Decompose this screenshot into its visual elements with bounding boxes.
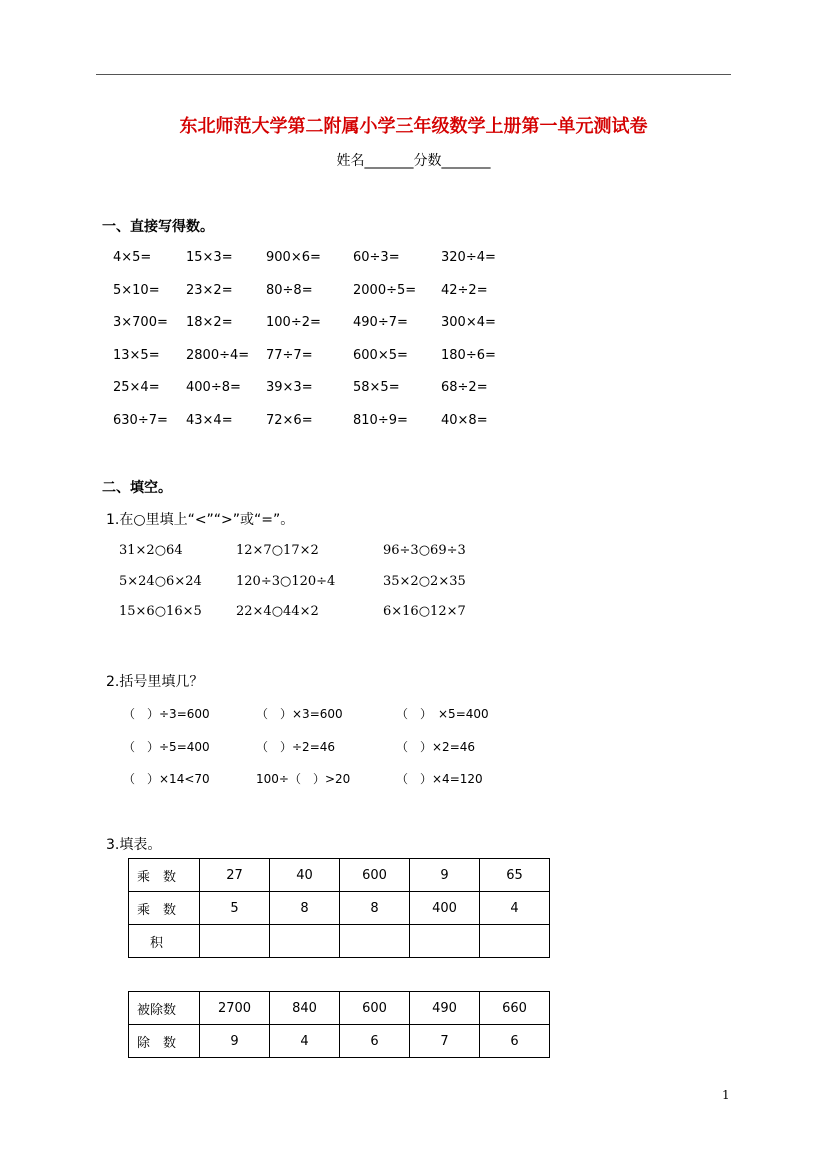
arith-problem-item: 25×4= bbox=[113, 380, 160, 396]
table-cell: 600 bbox=[340, 859, 410, 892]
row-header-cell: 乘 数 bbox=[129, 859, 200, 892]
table-cell: 8 bbox=[340, 892, 410, 925]
table-cell: 40 bbox=[270, 859, 340, 892]
compare-problem-item: 35×2○2×35 bbox=[383, 573, 466, 589]
fill-blank-problem-item: （ ）×3=600 bbox=[256, 707, 343, 721]
arith-problem-item: 2800÷4= bbox=[186, 347, 250, 363]
arith-problem-item: 3×700= bbox=[113, 315, 168, 331]
table-cell: 9 bbox=[200, 1025, 270, 1058]
fill-blank-problem-item: （ ）×4=120 bbox=[396, 772, 483, 786]
table-cell: 7 bbox=[410, 1025, 480, 1058]
arith-problem-item: 300×4= bbox=[441, 315, 496, 331]
fill-blank-problem-item: （ ）÷5=400 bbox=[123, 739, 210, 754]
compare-problem-item: 12×7○17×2 bbox=[236, 543, 319, 558]
arith-problem-item: 2000÷5= bbox=[353, 282, 417, 298]
row-header-cell: 除 数 bbox=[129, 1025, 200, 1058]
row-header-cell: 积 bbox=[129, 925, 200, 958]
arith-problem-item: 100÷2= bbox=[266, 315, 321, 331]
arith-problem-item: 15×3= bbox=[186, 250, 233, 265]
arith-problem-item: 43×4= bbox=[186, 413, 233, 428]
arith-problem-item: 180÷6= bbox=[441, 347, 496, 363]
division-table bbox=[128, 991, 550, 1058]
section1-heading: 一、直接写得数。 bbox=[102, 219, 214, 235]
fill-blank-problem-item: 100÷（ ）>20 bbox=[256, 772, 351, 786]
arith-problem-item: 5×10= bbox=[113, 282, 160, 298]
row-header-cell: 乘 数 bbox=[129, 892, 200, 925]
division-row bbox=[129, 992, 550, 1025]
compare-problem-item: 6×16○12×7 bbox=[383, 604, 466, 619]
table-cell bbox=[340, 925, 410, 958]
arith-problem-item: 40×8= bbox=[441, 413, 488, 428]
table-cell: 6 bbox=[340, 1025, 410, 1058]
table-cell: 65 bbox=[480, 859, 550, 892]
arith-problem-item: 400÷8= bbox=[186, 380, 241, 396]
fill-blank-problem-item: （ ）÷3=600 bbox=[123, 707, 210, 721]
table-cell: 840 bbox=[270, 992, 340, 1025]
division-row bbox=[129, 1025, 550, 1058]
table-cell bbox=[200, 925, 270, 958]
compare-problem-item: 5×24○6×24 bbox=[119, 573, 202, 589]
table-cell: 9 bbox=[410, 859, 480, 892]
table-cell: 4 bbox=[270, 1025, 340, 1058]
arith-problem-item: 490÷7= bbox=[353, 315, 408, 331]
compare-problem-item: 96÷3○69÷3 bbox=[383, 543, 466, 558]
arith-problem-item: 810÷9= bbox=[353, 413, 408, 428]
multiplication-row bbox=[129, 925, 550, 958]
table-cell: 490 bbox=[410, 992, 480, 1025]
arith-problem-item: 18×2= bbox=[186, 315, 233, 331]
page-number: 1 bbox=[722, 1088, 730, 1102]
compare-problem-item: 31×2○64 bbox=[119, 543, 183, 558]
arith-problem-item: 42÷2= bbox=[441, 282, 488, 298]
multiplication-table bbox=[128, 858, 550, 958]
fill-blank-problem-item: （ ）×14<70 bbox=[123, 772, 210, 786]
arith-problem-item: 68÷2= bbox=[441, 380, 488, 396]
compare-problem-item: 120÷3○120÷4 bbox=[236, 573, 336, 589]
q3-label: 3.填表。 bbox=[106, 837, 162, 853]
table-cell: 5 bbox=[200, 892, 270, 925]
arith-problem-item: 900×6= bbox=[266, 250, 321, 265]
header-rule bbox=[96, 74, 731, 75]
arith-problem-item: 320÷4= bbox=[441, 250, 496, 265]
table-cell: 2700 bbox=[200, 992, 270, 1025]
table-cell bbox=[270, 925, 340, 958]
table-cell: 600 bbox=[340, 992, 410, 1025]
table-cell: 6 bbox=[480, 1025, 550, 1058]
arith-problem-item: 72×6= bbox=[266, 413, 313, 428]
table-cell: 8 bbox=[270, 892, 340, 925]
arith-problem-item: 77÷7= bbox=[266, 347, 313, 363]
q1-label: 1.在○里填上“<”“>”或“=”。 bbox=[106, 512, 295, 528]
arith-problem-item: 13×5= bbox=[113, 347, 160, 363]
table-cell bbox=[410, 925, 480, 958]
page-title: 东北师范大学第二附属小学三年级数学上册第一单元测试卷 bbox=[179, 116, 648, 137]
fill-blank-problem-item: （ ）×2=46 bbox=[396, 739, 476, 754]
table-cell bbox=[480, 925, 550, 958]
q2-label: 2.括号里填几？ bbox=[106, 674, 204, 690]
arith-problem-item: 23×2= bbox=[186, 282, 233, 298]
arith-problem-item: 39×3= bbox=[266, 380, 313, 396]
fill-blank-problem-item: （ ）÷2=46 bbox=[256, 739, 336, 754]
compare-problem-item: 22×4○44×2 bbox=[236, 604, 319, 619]
arith-problem-item: 80÷8= bbox=[266, 282, 313, 298]
arith-problem-item: 630÷7= bbox=[113, 413, 168, 428]
name-score-line: 姓名_______分数_______ bbox=[336, 153, 491, 169]
table-cell: 400 bbox=[410, 892, 480, 925]
arith-problem-item: 60÷3= bbox=[353, 250, 400, 265]
arith-problem-item: 58×5= bbox=[353, 380, 400, 396]
arith-problem-item: 600×5= bbox=[353, 347, 408, 363]
multiplication-row bbox=[129, 859, 550, 892]
table-cell: 4 bbox=[480, 892, 550, 925]
table-cell: 27 bbox=[200, 859, 270, 892]
section2-heading: 二、填空。 bbox=[102, 480, 172, 496]
row-header-cell: 被除数 bbox=[129, 992, 200, 1025]
fill-blank-problem-item: （ ） ×5=400 bbox=[396, 707, 489, 721]
compare-problem-item: 15×6○16×5 bbox=[119, 604, 202, 619]
table-cell: 660 bbox=[480, 992, 550, 1025]
multiplication-row bbox=[129, 892, 550, 925]
arith-problem-item: 4×5= bbox=[113, 250, 152, 265]
